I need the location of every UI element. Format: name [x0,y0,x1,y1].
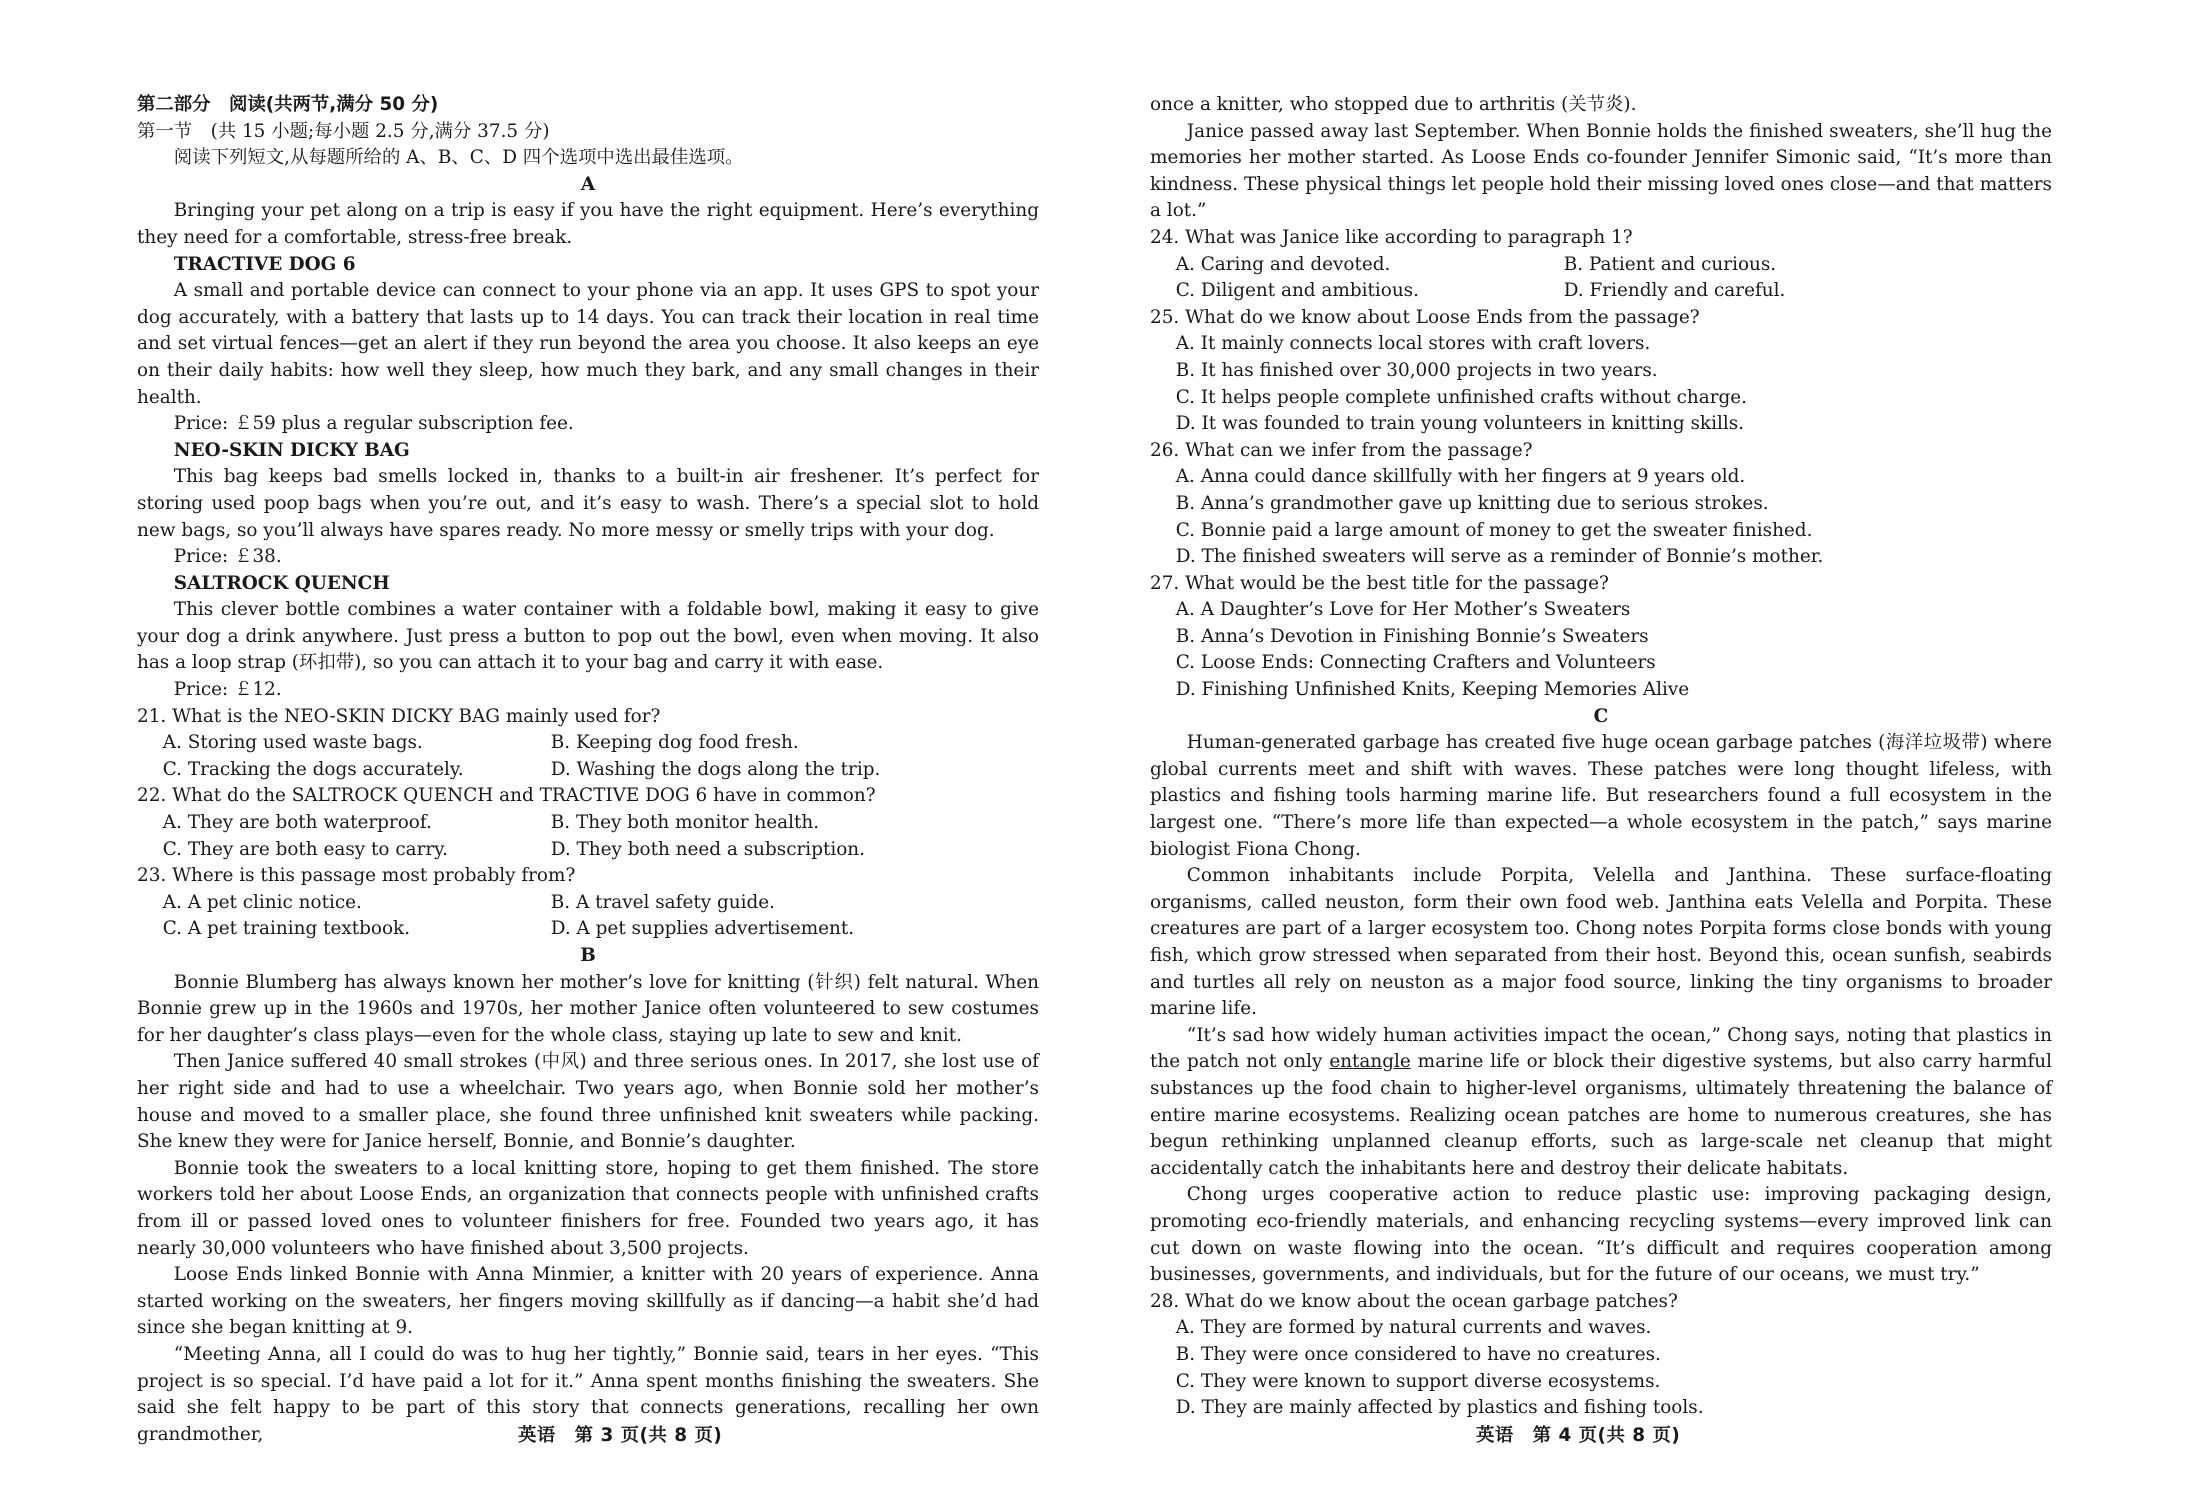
page-3-column [137,92,1039,1448]
question-25-options [1150,331,2052,437]
passage-c-heading: C [1593,705,1609,727]
passage-c-p3-text: “It’s sad how widely human activities impact the ocean,” Chong says, noting that plastics in the patch not only [1150,1024,2052,1073]
option-b[interactable]: B. A travel safety guide. [550,891,775,913]
question-27: 27. What would be the best title for the passage? [1150,572,1609,594]
option-c[interactable]: C. Diligent and ambitious. [1175,280,1419,302]
passage-a-heading: A [580,173,596,195]
question-26: 26. What can we infer from the passage? [1150,439,1533,461]
option-d[interactable]: D. A pet supplies advertisement. [550,918,855,940]
option-c[interactable]: C. They are both easy to carry. [162,838,448,860]
option-c[interactable]: C. A pet training textbook. [162,918,411,940]
option-d[interactable]: D. They both need a subscription. [550,838,865,860]
option-d[interactable]: D. It was founded to train young volunteers in knitting skills. [1175,413,1745,435]
option-d[interactable]: D. Washing the dogs along the trip. [550,758,881,780]
option-d[interactable]: D. Friendly and careful. [1563,280,1786,302]
product-1-name: TRACTIVE DOG 6 [173,253,356,275]
passage-b-heading: B [580,945,596,966]
option-c[interactable]: C. They were known to support diverse ecosystems. [1175,1370,1661,1392]
option-b[interactable]: B. Anna’s Devotion in Finishing Bonnie’s Sweaters [1175,625,1649,647]
part-title: 第二部分 阅读(共两节,满分 50 分) [137,94,439,115]
passage-c-p3 [1150,1023,2052,1183]
option-a[interactable]: A. A pet clinic notice. [162,891,362,913]
option-d[interactable]: D. Finishing Unfinished Knits, Keeping Memories Alive [1175,679,1690,701]
underlined-word: entangle [1329,1051,1411,1073]
product-1-price: Price: ￡59 plus a regular subscription fee. [173,413,574,435]
question-28-options [1150,1315,2052,1421]
passage-c-p2: Common inhabitants include Porpita, Velella and Janthina. These surface-floating organisms, called neuston, form their own food web. Janthina eats Velella and Porpita. These creatures are part of a larger ecosystem too. Chong notes Porpita forms close bonds with young fish, which grow stressed when separated from their host. Beyond this, ocean sunfish, seabirds and turtles all rely on neuston as a major food source, linking the tiny organisms to broader marine life. [1150,865,2052,1020]
option-a[interactable]: A. They are both waterproof. [162,812,432,834]
option-b[interactable]: B. They were once considered to have no creatures. [1175,1343,1661,1365]
option-c[interactable]: C. It helps people complete unfinished crafts without charge. [1175,386,1748,408]
passage-c-p1: Human-generated garbage has created five huge ocean garbage patches (海洋垃圾带) where global currents meet and shift with waves. These patches were long thought lifeless, with plastics and fishing tools harming marine life. But researchers found a full ecosystem in the largest one. “There’s more life than expected—a whole ecosystem in the patch,” says marine biologist Fiona Chong. [1150,732,2052,860]
passage-b-p4: Loose Ends linked Bonnie with Anna Minmier, a knitter with 20 years of experience. Anna started working on the sweaters, her fingers moving skillfully as if dancing—a habit she’d had since she began knitting at 9. [137,1264,1039,1339]
page-4-footer: 英语 第 4 页(共 8 页) [1476,1425,1681,1446]
option-b[interactable]: B. Patient and curious. [1563,253,1777,275]
product-3-name: SALTROCK QUENCH [173,572,390,594]
passage-c-p3-text: marine life or block their digestive systems, but also carry harmful substances up the food chain to higher-level organisms, ultimately threatening the balance of entire marine ecosystems. Realizing ocean patches are home to numerous creatures, she has begun rethinking unplanned cleanup efforts, such as large-scale net cleanup that might accidentally catch the inhabitants here and destroy their delicate habitats. [1150,1051,2052,1179]
option-c[interactable]: C. Tracking the dogs accurately. [162,758,464,780]
page-3-footer: 英语 第 3 页(共 8 页) [518,1425,723,1446]
option-b[interactable]: B. Keeping dog food fresh. [550,732,799,754]
instructions: 阅读下列短文,从每题所给的 A、B、C、D 四个选项中选出最佳选项。 [173,147,744,169]
question-28: 28. What do we know about the ocean garbage patches? [1150,1290,1678,1312]
passage-a-intro: Bringing your pet along on a trip is easy if you have the right equipment. Here’s everything they need for a comfortable, stress-free break. [137,200,1039,248]
option-b[interactable]: B. Anna’s grandmother gave up knitting due to serious strokes. [1175,492,1769,514]
passage-b-p5-continued: once a knitter, who stopped due to arthritis (关节炎). [1150,94,1637,115]
question-26-options [1150,464,2052,570]
product-3-price: Price: ￡12. [173,679,282,701]
product-3-desc: This clever bottle combines a water container with a foldable bowl, making it easy to give your dog a drink anywhere. Just press a button to pop out the bowl, even when moving. It also has a loop strap (环扣带), so you can attach it to your bag and carry it with ease. [137,599,1039,674]
option-a[interactable]: A. Caring and devoted. [1175,253,1391,275]
option-c[interactable]: C. Bonnie paid a large amount of money to get the sweater finished. [1175,519,1813,541]
page-4-column [1150,92,2052,1422]
question-24: 24. What was Janice like according to paragraph 1? [1150,226,1633,248]
question-22: 22. What do the SALTROCK QUENCH and TRACTIVE DOG 6 have in common? [137,785,876,807]
option-b[interactable]: B. They both monitor health. [550,812,820,834]
option-a[interactable]: A. They are formed by natural currents and waves. [1175,1317,1652,1339]
passage-b-p5: “Meeting Anna, all I could do was to hug her tightly,” Bonnie said, tears in her eyes. “This project is so special. I’d have paid a lot for it.” Anna spent months finishing the sweaters. She said she felt happy to be part of this story that connects generations, recalling her own grandmother, [137,1343,1039,1445]
option-d[interactable]: D. They are mainly affected by plastics and fishing tools. [1175,1397,1704,1419]
question-21-options [137,730,1039,783]
passage-b-p3: Bonnie took the sweaters to a local knitting store, hoping to get them finished. The store workers told her about Loose Ends, an organization that connects people with unfinished crafts from ill or passed loved ones to volunteer finishers for free. Founded two years ago, it has nearly 30,000 volunteers who have finished about 3,500 projects. [137,1157,1039,1259]
question-25: 25. What do we know about Loose Ends from the passage? [1150,306,1700,328]
passage-c-p4: Chong urges cooperative action to reduce plastic use: improving packaging design, promoting eco-friendly materials, and enhancing recycling systems—every improved link can cut down on waste flowing into the ocean. “It’s difficult and requires cooperation among businesses, governments, and individuals, but for the future of our oceans, we must try.” [1150,1184,2052,1286]
question-23-options [137,890,1039,943]
product-1-desc: A small and portable device can connect to your phone via an app. It uses GPS to spot your dog accurately, with a battery that lasts up to 14 days. You can track their location in real time and set virtual fences—get an alert if they run beyond the area you choose. It also keeps an eye on their daily habits: how well they sleep, how much they bark, and any small changes in their health. [137,280,1039,408]
product-2-desc: This bag keeps bad smells locked in, thanks to a built-in air freshener. It’s perfect for storing used poop bags when you’re out, and it’s easy to wash. There’s a special slot to hold new bags, so you’ll always have spares ready. No more messy or smelly trips with your dog. [137,466,1039,541]
question-21: 21. What is the NEO-SKIN DICKY BAG mainly used for? [137,705,661,727]
option-a[interactable]: A. Storing used waste bags. [162,732,423,754]
passage-b-p1: Bonnie Blumberg has always known her mother’s love for knitting (针织) felt natural. When Bonnie grew up in the 1960s and 1970s, her mother Janice often volunteered to sew costumes for her daughter’s class plays—even for the whole class, staying up late to sew and knit. [137,971,1039,1046]
section-title: 第一节 (共 15 小题;每小题 2.5 分,满分 37.5 分) [137,120,550,142]
option-d[interactable]: D. The finished sweaters will serve as a reminder of Bonnie’s mother. [1175,546,1824,568]
question-27-options [1150,597,2052,703]
passage-b-p2: Then Janice suffered 40 small strokes (中风) and three serious ones. In 2017, she lost use of her right side and had to use a wheelchair. Two years ago, when Bonnie sold her mother’s house and moved to a smaller place, she found three unfinished knit sweaters while packing. She knew they were for Janice herself, Bonnie, and Bonnie’s daughter. [137,1051,1039,1153]
option-c[interactable]: C. Loose Ends: Connecting Crafters and Volunteers [1175,652,1656,674]
question-23: 23. Where is this passage most probably from? [137,865,576,887]
option-a[interactable]: A. A Daughter’s Love for Her Mother’s Sweaters [1175,599,1631,621]
product-2-name: NEO-SKIN DICKY BAG [173,439,410,461]
product-2-price: Price: ￡38. [173,546,282,568]
question-24-options [1150,252,2052,305]
option-a[interactable]: A. It mainly connects local stores with craft lovers. [1175,333,1651,355]
question-22-options [137,810,1039,863]
option-b[interactable]: B. It has finished over 30,000 projects in two years. [1175,359,1658,381]
option-a[interactable]: A. Anna could dance skillfully with her fingers at 9 years old. [1175,466,1746,488]
passage-b-p6: Janice passed away last September. When Bonnie holds the finished sweaters, she’ll hug the memories her mother started. As Loose Ends co-founder Jennifer Simonic said, “It’s more than kindness. These physical things let people hold their missing loved ones close—and that matters a lot.” [1150,120,2052,222]
